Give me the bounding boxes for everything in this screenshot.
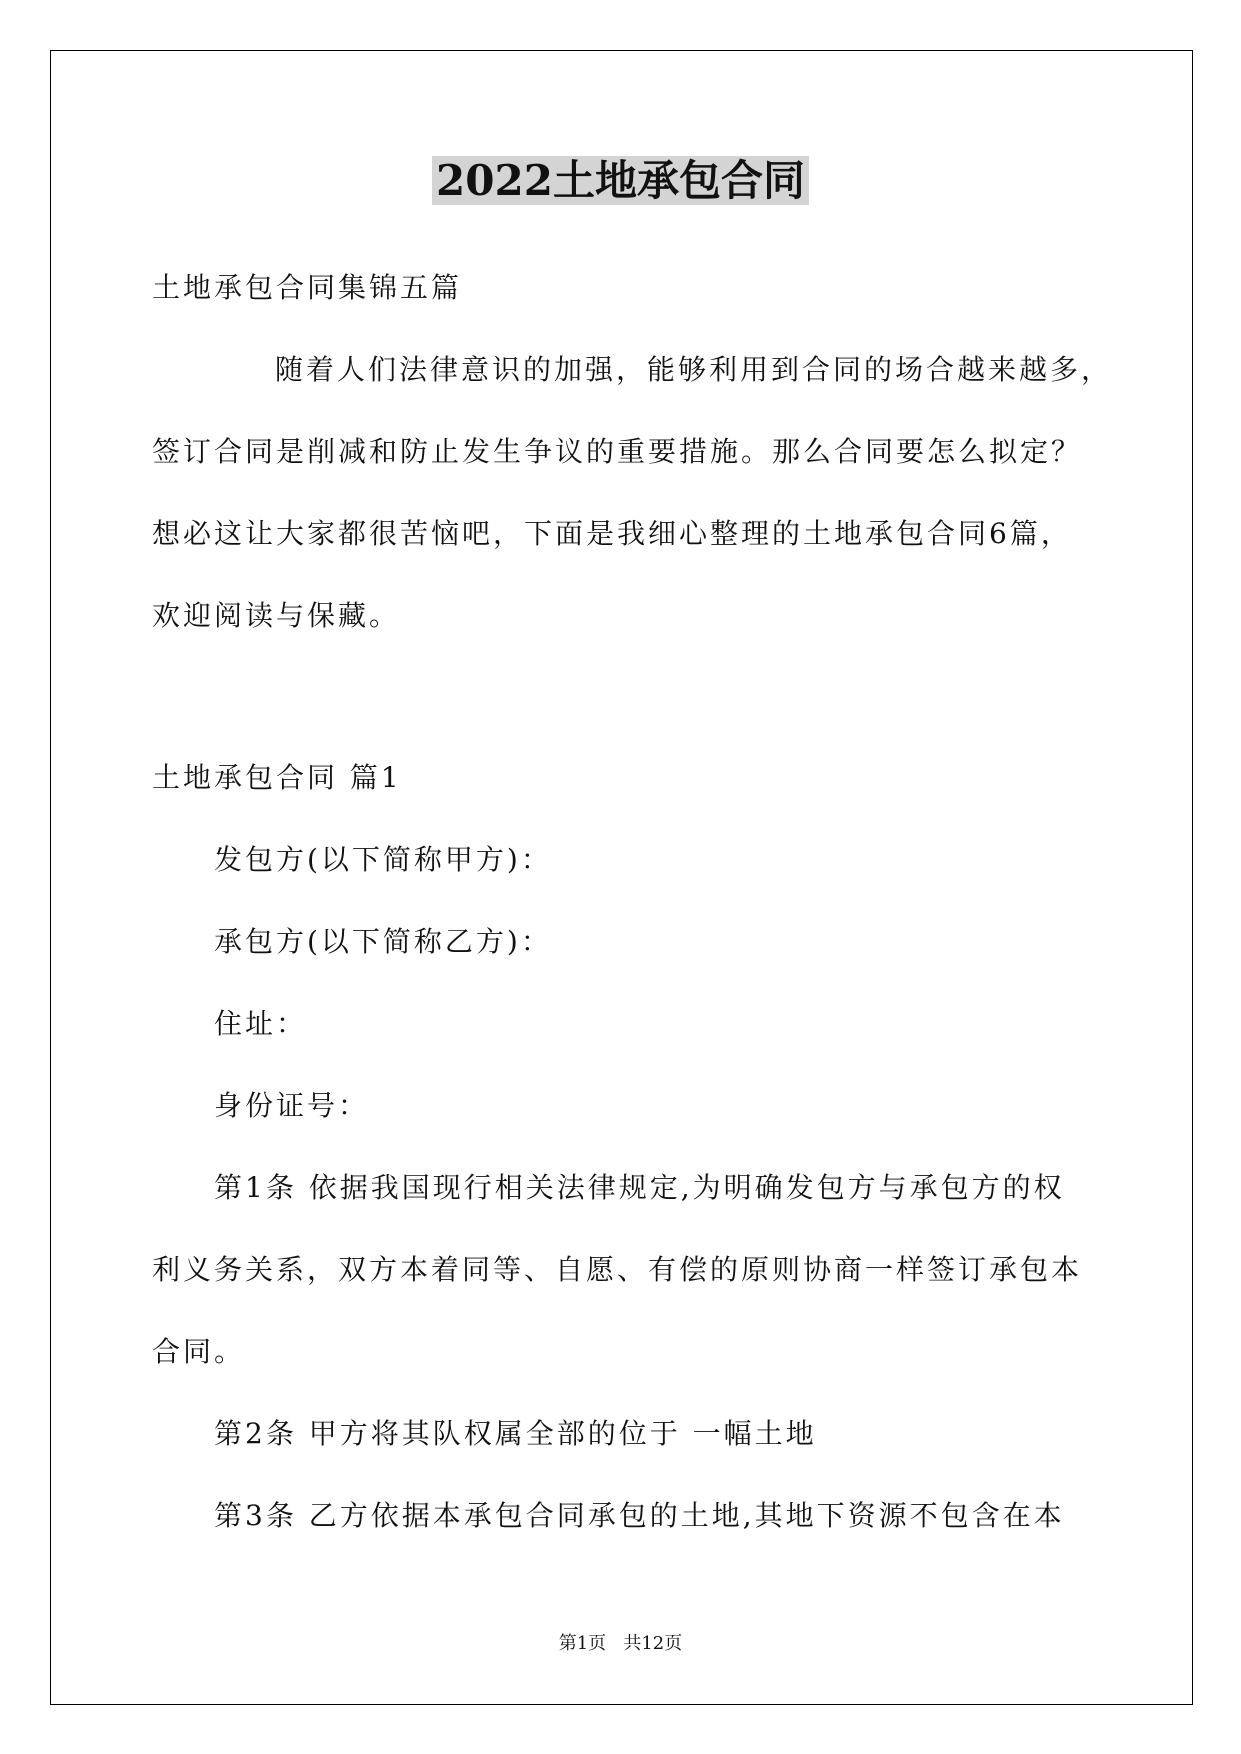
field-id-number: 身份证号： [214,1089,370,1122]
document-title-text: 2022土地承包合同 [432,156,809,205]
intro-line-1: 随着人们法律意识的加强，能够利用到合同的场合越来越多， [275,353,1113,386]
article-2: 第2条 甲方将其队权属全部的位于 一幅土地 [214,1417,817,1450]
section-heading: 土地承包合同 篇1 [152,761,402,794]
document-title [0,152,1241,210]
field-contractor: 承包方(以下简称乙方)： [214,925,552,958]
intro-line-4: 欢迎阅读与保藏。 [152,599,401,632]
intro-line-2: 签订合同是削减和防止发生争议的重要措施。那么合同要怎么拟定？ [152,435,1083,468]
field-issuer: 发包方(以下简称甲方)： [214,843,552,876]
article-1-line-3: 合同。 [152,1335,246,1368]
article-1-line-1: 第1条 依据我国现行相关法律规定,为明确发包方与承包方的权 [214,1171,1065,1204]
intro-line-3: 想必这让大家都很苦恼吧，下面是我细心整理的土地承包合同6篇， [152,517,1072,550]
article-3: 第3条 乙方依据本承包合同承包的土地,其地下资源不包含在本 [214,1499,1065,1532]
page-footer: 第1页 共12页 [558,1633,683,1654]
intro-heading: 土地承包合同集锦五篇 [152,271,463,304]
field-address: 住址： [214,1007,308,1040]
article-1-line-2: 利义务关系，双方本着同等、自愿、有偿的原则协商一样签订承包本 [152,1253,1083,1286]
